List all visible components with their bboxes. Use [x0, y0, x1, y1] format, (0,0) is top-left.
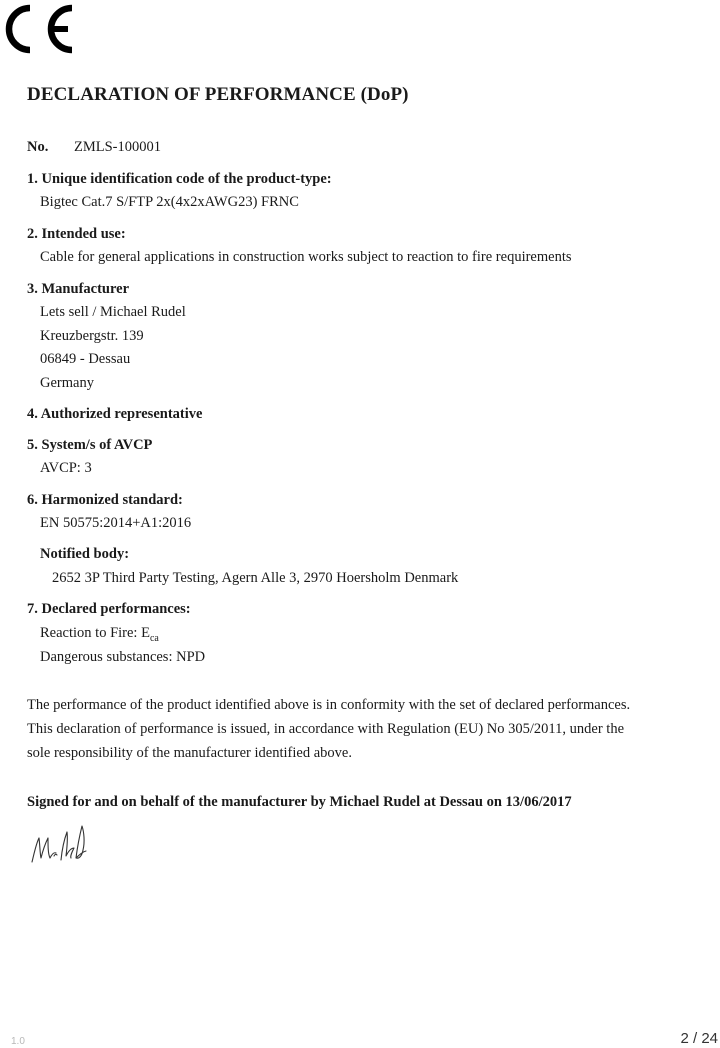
section-6-value: EN 50575:2014+A1:2016: [40, 515, 192, 531]
section-2-heading: 2. Intended use:: [27, 226, 126, 242]
section-5-value: AVCP: 3: [40, 460, 92, 476]
section-1-value: Bigtec Cat.7 S/FTP 2x(4x2xAWG23) FRNC: [40, 194, 299, 210]
number-label: No.: [27, 139, 49, 155]
conformity-statement: The performance of the product identified above is in conformity with the set of declared performances.: [27, 697, 631, 713]
section-5-heading: 5. System/s of AVCP: [27, 437, 153, 453]
footer-version: 1.0: [11, 1036, 25, 1047]
reaction-to-fire: [40, 625, 159, 642]
section-3-heading: 3. Manufacturer: [27, 281, 130, 297]
reaction-to-fire-label: Reaction to Fire: E: [40, 625, 150, 641]
section-6-heading: 6. Harmonized standard:: [27, 492, 183, 508]
section-1-heading: 1. Unique identification code of the product-type:: [27, 171, 332, 187]
notified-body-value: 2652 3P Third Party Testing, Agern Alle 3, 2970 Hoersholm Denmark: [52, 570, 459, 586]
page-title: DECLARATION OF PERFORMANCE (DoP): [27, 84, 409, 105]
manufacturer-country: Germany: [40, 375, 94, 391]
signed-statement: Signed for and on behalf of the manufacturer by Michael Rudel at Dessau on 13/06/2017: [27, 794, 572, 810]
section-2-value: Cable for general applications in construction works subject to reaction to fire requirements: [40, 249, 572, 265]
signature-icon: [28, 818, 92, 872]
regulation-statement: This declaration of performance is issued, in accordance with Regulation (EU) No 305/2011, under the: [27, 721, 624, 737]
reaction-to-fire-class: ca: [149, 633, 159, 644]
manufacturer-city: 06849 - Dessau: [40, 351, 131, 367]
notified-body-heading: Notified body:: [40, 546, 130, 562]
ce-logo-icon: [0, 0, 80, 56]
dangerous-substances: Dangerous substances: NPD: [40, 649, 206, 665]
page-number: 2 / 24: [680, 1030, 718, 1047]
section-7-heading: 7. Declared performances:: [27, 601, 191, 617]
responsibility-statement: sole responsibility of the manufacturer identified above.: [27, 745, 352, 761]
section-4-heading: 4. Authorized representative: [27, 406, 203, 422]
number-value: ZMLS-100001: [74, 139, 161, 155]
manufacturer-street: Kreuzbergstr. 139: [40, 328, 144, 344]
manufacturer-name: Lets sell / Michael Rudel: [40, 304, 186, 320]
